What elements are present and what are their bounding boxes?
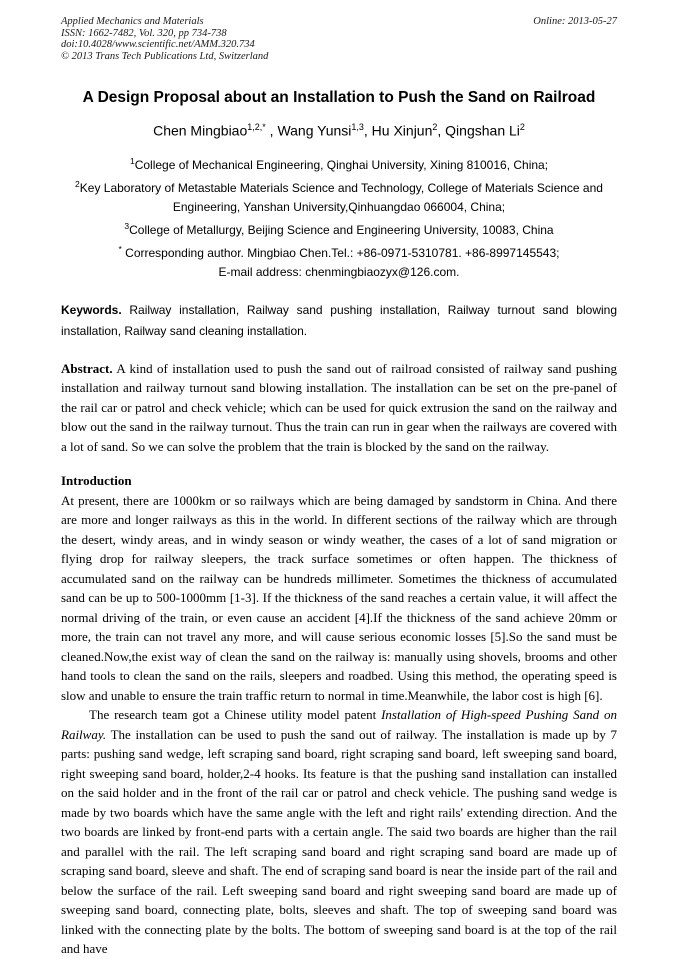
journal-copyright-line: © 2013 Trans Tech Publications Ltd, Switzerland <box>61 50 269 62</box>
paragraph-text: The research team got a Chinese utility model patent <box>89 707 382 723</box>
author-name: Wang Yunsi <box>277 122 352 139</box>
journal-doi-line: doi:10.4028/www.scientific.net/AMM.320.734 <box>61 39 255 50</box>
journal-name: Applied Mechanics and Materials <box>61 16 204 27</box>
keywords-label: Keywords. <box>61 302 122 317</box>
affiliation-sup: 3 <box>124 220 130 231</box>
journal-info <box>61 16 268 62</box>
authors-line: Chen Mingbiao$^{1,2,*}$ , Wang Yunsi$^{1,3}$, Hu Xinjun$^2$, Qingshan Li$^2$ <box>153 122 525 139</box>
patent-title: Installation of High-speed Pushing Sand on Railway. <box>61 707 617 742</box>
author-affiliation-sup: 2 <box>432 122 438 132</box>
affiliation-line: $^2$Key Laboratory of Metastable Materials Science and Technology, College of Materials Science and Engineering, Yanshan University,Qinhuangdao 066004, China; <box>75 178 603 214</box>
abstract-text: A kind of installation used to push the sand out of railroad consisted of railway sand pushing installation and railway turnout sand blowing installation. The installation can be set on the pre-panel of the rail car or patrol and check vehicle; which can be used for quick extrusion the sand on the railway and blow out the sand in the railway turnout. Thus the train can run in gear when the railways are covered with a lot of sand. So we can solve the problem that the train is blocked by the sand on the railway. <box>61 360 617 454</box>
author-affiliation-sup: 1,3 <box>351 122 364 132</box>
keywords-text: Railway installation, Railway sand pushing installation, Railway turnout sand blowing installation, Railway sand cleaning installation. <box>61 302 617 338</box>
affiliation-line: E-mail address: chenmingbiaozyx@126.com. <box>218 264 460 279</box>
affiliation-line: $^1$College of Mechanical Engineering, Qinghai University, Xining 810016, China; <box>129 155 549 172</box>
author-name: Hu Xinjun <box>371 122 433 139</box>
paragraph-text: At present, there are 1000km or so railways which are being damaged by sandstorm in China. And there are more and longer railways as this in the world. In different sections of the railway which are through the desert, windy areas, and in windy season or windy weather, the cases of a lot of sand migration or flying drop for railway sleepers, the track surface sometimes or often happen. The thickness of accumulated sand on the railway can be hundreds millimeter. Sometimes the thickness of accumulated sand can be up to 500-1000mm [1-3]. If the thickness of the sand reaches a certain value, it will affect the normal driving of the train, or even cause an accident [4].If the thickness of the sand achieve 20mm or more, the train can not travel any more, and will cause serious economic losses [5].So the sand must be cleaned.Now,the exist way of clean the sand on the railway is: manually using shovels, brooms and other hand tools to clean the sand on the rails, sleepers and roadbed. Using this method, the operating speed is slow and unable to ensure the train traffic return to normal in time.Meanwhile, the labor cost is high [6]. <box>61 492 617 703</box>
journal-header <box>61 16 617 62</box>
abstract-label: Abstract. <box>61 360 113 376</box>
author-affiliation-sup: 1,2,* <box>247 122 266 132</box>
affiliation-line: $^3$College of Metallurgy, Beijing Science and Engineering University, 10083, China <box>124 220 554 237</box>
journal-issn-line: ISSN: 1662-7482, Vol. 320, pp 734-738 <box>61 27 227 39</box>
affiliation-line: * Corresponding author. Mingbiao Chen.Tel.: +86-0971-5310781. +86-8997145543; <box>118 243 560 260</box>
affiliation-sup: * <box>118 243 122 254</box>
body-paragraph <box>61 491 617 706</box>
author-name: Qingshan Li <box>445 122 520 139</box>
online-date: Online: 2013-05-27 <box>533 16 617 27</box>
affiliation-sup: 2 <box>75 178 80 189</box>
affiliations <box>61 152 617 282</box>
section-heading: Introduction <box>61 473 132 489</box>
body-paragraph <box>61 705 617 959</box>
paragraph-text: The installation can be used to push the sand out of railway. The installation is made up by 7 parts: pushing sand wedge, left scraping sand board, right scraping sand board, left sweeping sand board, right sweeping sand board, holder,2-4 hooks. Its feature is that the pushing sand installation can installed on the said holder and in the front of the rail car or patrol and check vehicle. The pushing sand wedge is made by two boards which have the same angle with the left and right rails' extending direction. And the two boards are linked by front-end parts with a certain angle. The said two boards are higher than the rail and parallel with the rail. The left scraping sand board and right scraping sand board are made up of scraping sand board, sleeve and shaft. The end of scraping sand board is near the inside part of the rail and below the surface of the rail. Left sweeping sand board and right sweeping sand board are made up of sweeping sand board, connecting plate, bolts, sleeves and shaft. The top of sweeping sand board was linked with the connecting plate by the bolts. The bottom of sweeping sand board is at the top of the rail and have <box>61 726 617 957</box>
affiliation-sup: 1 <box>129 155 135 166</box>
author-affiliation-sup: 2 <box>519 122 525 132</box>
abstract-paragraph <box>61 359 617 457</box>
sections <box>61 471 617 959</box>
author-name: Chen Mingbiao <box>153 122 248 139</box>
paper-title: A Design Proposal about an Installation to Push the Sand on Railroad <box>82 89 596 106</box>
keywords-paragraph <box>61 300 617 342</box>
